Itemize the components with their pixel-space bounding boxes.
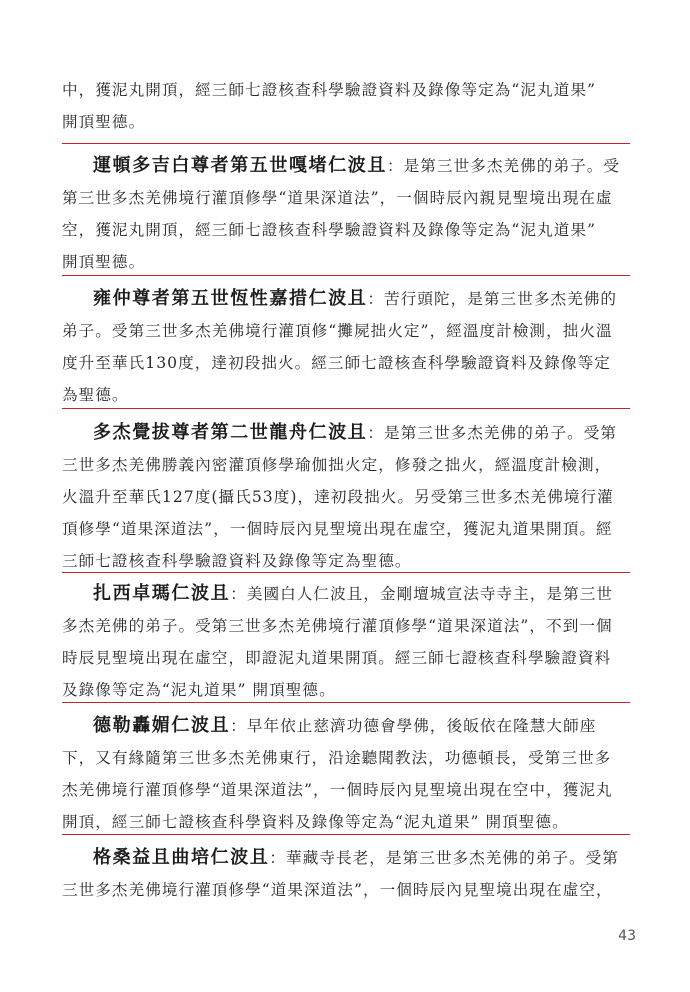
intro-paragraph (62, 74, 630, 138)
entry-text: ：是第三世多杰羌佛的弟子。受 (387, 157, 621, 175)
entry-first-line (62, 283, 630, 315)
entry-text: ：早年依止慈濟功德會學佛，後皈依在隆慧大師座 (230, 717, 597, 735)
entry-title: 扎西卓瑪仁波且 (93, 583, 231, 604)
paragraph-line: 開頂聖德。 (62, 253, 146, 271)
section-divider (62, 408, 630, 409)
section-divider (62, 275, 630, 276)
paragraph-line: 三師七證核查科學驗證資料及錄像等定為聖德。 (62, 552, 412, 570)
entry-title: 格桑益且曲培仁波且 (93, 847, 270, 868)
section-divider (62, 702, 630, 703)
entry-title: 雍仲尊者第五世恆性嘉措仁波且 (93, 288, 368, 309)
paragraph-line: 開頂聖德。 (62, 113, 146, 131)
paragraph-line: 中，獲泥丸開頂，經三師七證核查科學驗證資料及錄像等定為“泥丸道果” (62, 81, 597, 99)
paragraph-line: 及錄像等定為“泥丸道果” 開頂聖德。 (62, 681, 336, 699)
entry-title: 多杰覺拔尊者第二世龍舟仁波且 (93, 422, 368, 443)
entry-paragraph (62, 150, 630, 278)
paragraph-line: 頂修學“道果深道法”，一個時辰內見聖境出現在虛空，獲泥丸道果開頂。經 (62, 520, 613, 538)
paragraph-line: 度升至華氏130度，達初段拙火。經三師七證核查科學驗證資料及錄像等定 (62, 354, 611, 372)
entry-title: 運頓多吉白尊者第五世嘎堵仁波且 (93, 155, 387, 176)
paragraph-line: 第三世多杰羌佛境行灌頂修學“道果深道法”，一個時辰內親見聖境出現在虛 (62, 189, 613, 207)
paragraph-line: 開頂，經三師七證核查科學資料及錄像等定為“泥丸道果” 開頂聖德。 (62, 813, 569, 831)
entry-paragraph (62, 842, 630, 906)
entry-text: ：華藏寺長老，是第三世多杰羌佛的弟子。受第 (269, 849, 619, 867)
paragraph-line: 杰羌佛境行灌頂修學“道果深道法”，一個時辰內見聖境出現在空中，獲泥丸 (62, 781, 613, 799)
paragraph-line: 為聖德。 (62, 386, 129, 404)
paragraph-line: 多杰羌佛的弟子。受第三世多杰羌佛境行灌頂修學“道果深道法”，不到一個 (62, 617, 613, 635)
entry-text: ：苦行頭陀，是第三世多杰羌佛的 (367, 290, 618, 308)
paragraph-line: 下，又有緣隨第三世多杰羌佛東行，沿途聽聞教法，功德頓長，受第三世多 (62, 749, 612, 767)
paragraph-line: 空，獲泥丸開頂，經三師七證核查科學驗證資料及錄像等定為“泥丸道果” (62, 221, 597, 239)
entry-title: 德勒轟媚仁波且 (93, 715, 231, 736)
paragraph-line: 三世多杰羌佛勝義內密灌頂修學瑜伽拙火定，修發之拙火，經溫度計檢測， (62, 456, 612, 474)
entry-paragraph (62, 578, 630, 706)
entry-paragraph (62, 710, 630, 838)
entry-paragraph (62, 283, 630, 411)
entry-first-line (62, 150, 630, 182)
paragraph-line: 三世多杰羌佛境行灌頂修學“道果深道法”，一個時辰內見聖境出現在虛空， (62, 881, 613, 899)
entry-text: ：美國白人仁波且，金剛壇城宣法寺寺主，是第三世 (230, 585, 614, 603)
section-divider (62, 572, 630, 573)
page-number: 43 (618, 928, 636, 944)
section-divider (62, 834, 630, 835)
entry-first-line (62, 417, 630, 449)
entry-first-line (62, 710, 630, 742)
entry-first-line (62, 842, 630, 874)
entry-first-line (62, 578, 630, 610)
paragraph-line: 火溫升至華氏127度(攝氏53度)，達初段拙火。另受第三世多杰羌佛境行灌 (62, 488, 614, 506)
paragraph-line: 時辰見聖境出現在虛空，即證泥丸道果開頂。經三師七證核查科學驗證資料 (62, 649, 612, 667)
paragraph-line: 弟子。受第三世多杰羌佛境行灌頂修“攤屍拙火定”，經溫度計檢測，拙火溫 (62, 322, 613, 340)
entry-paragraph (62, 417, 630, 577)
section-divider (62, 143, 630, 144)
entry-text: ：是第三世多杰羌佛的弟子。受第 (367, 424, 618, 442)
